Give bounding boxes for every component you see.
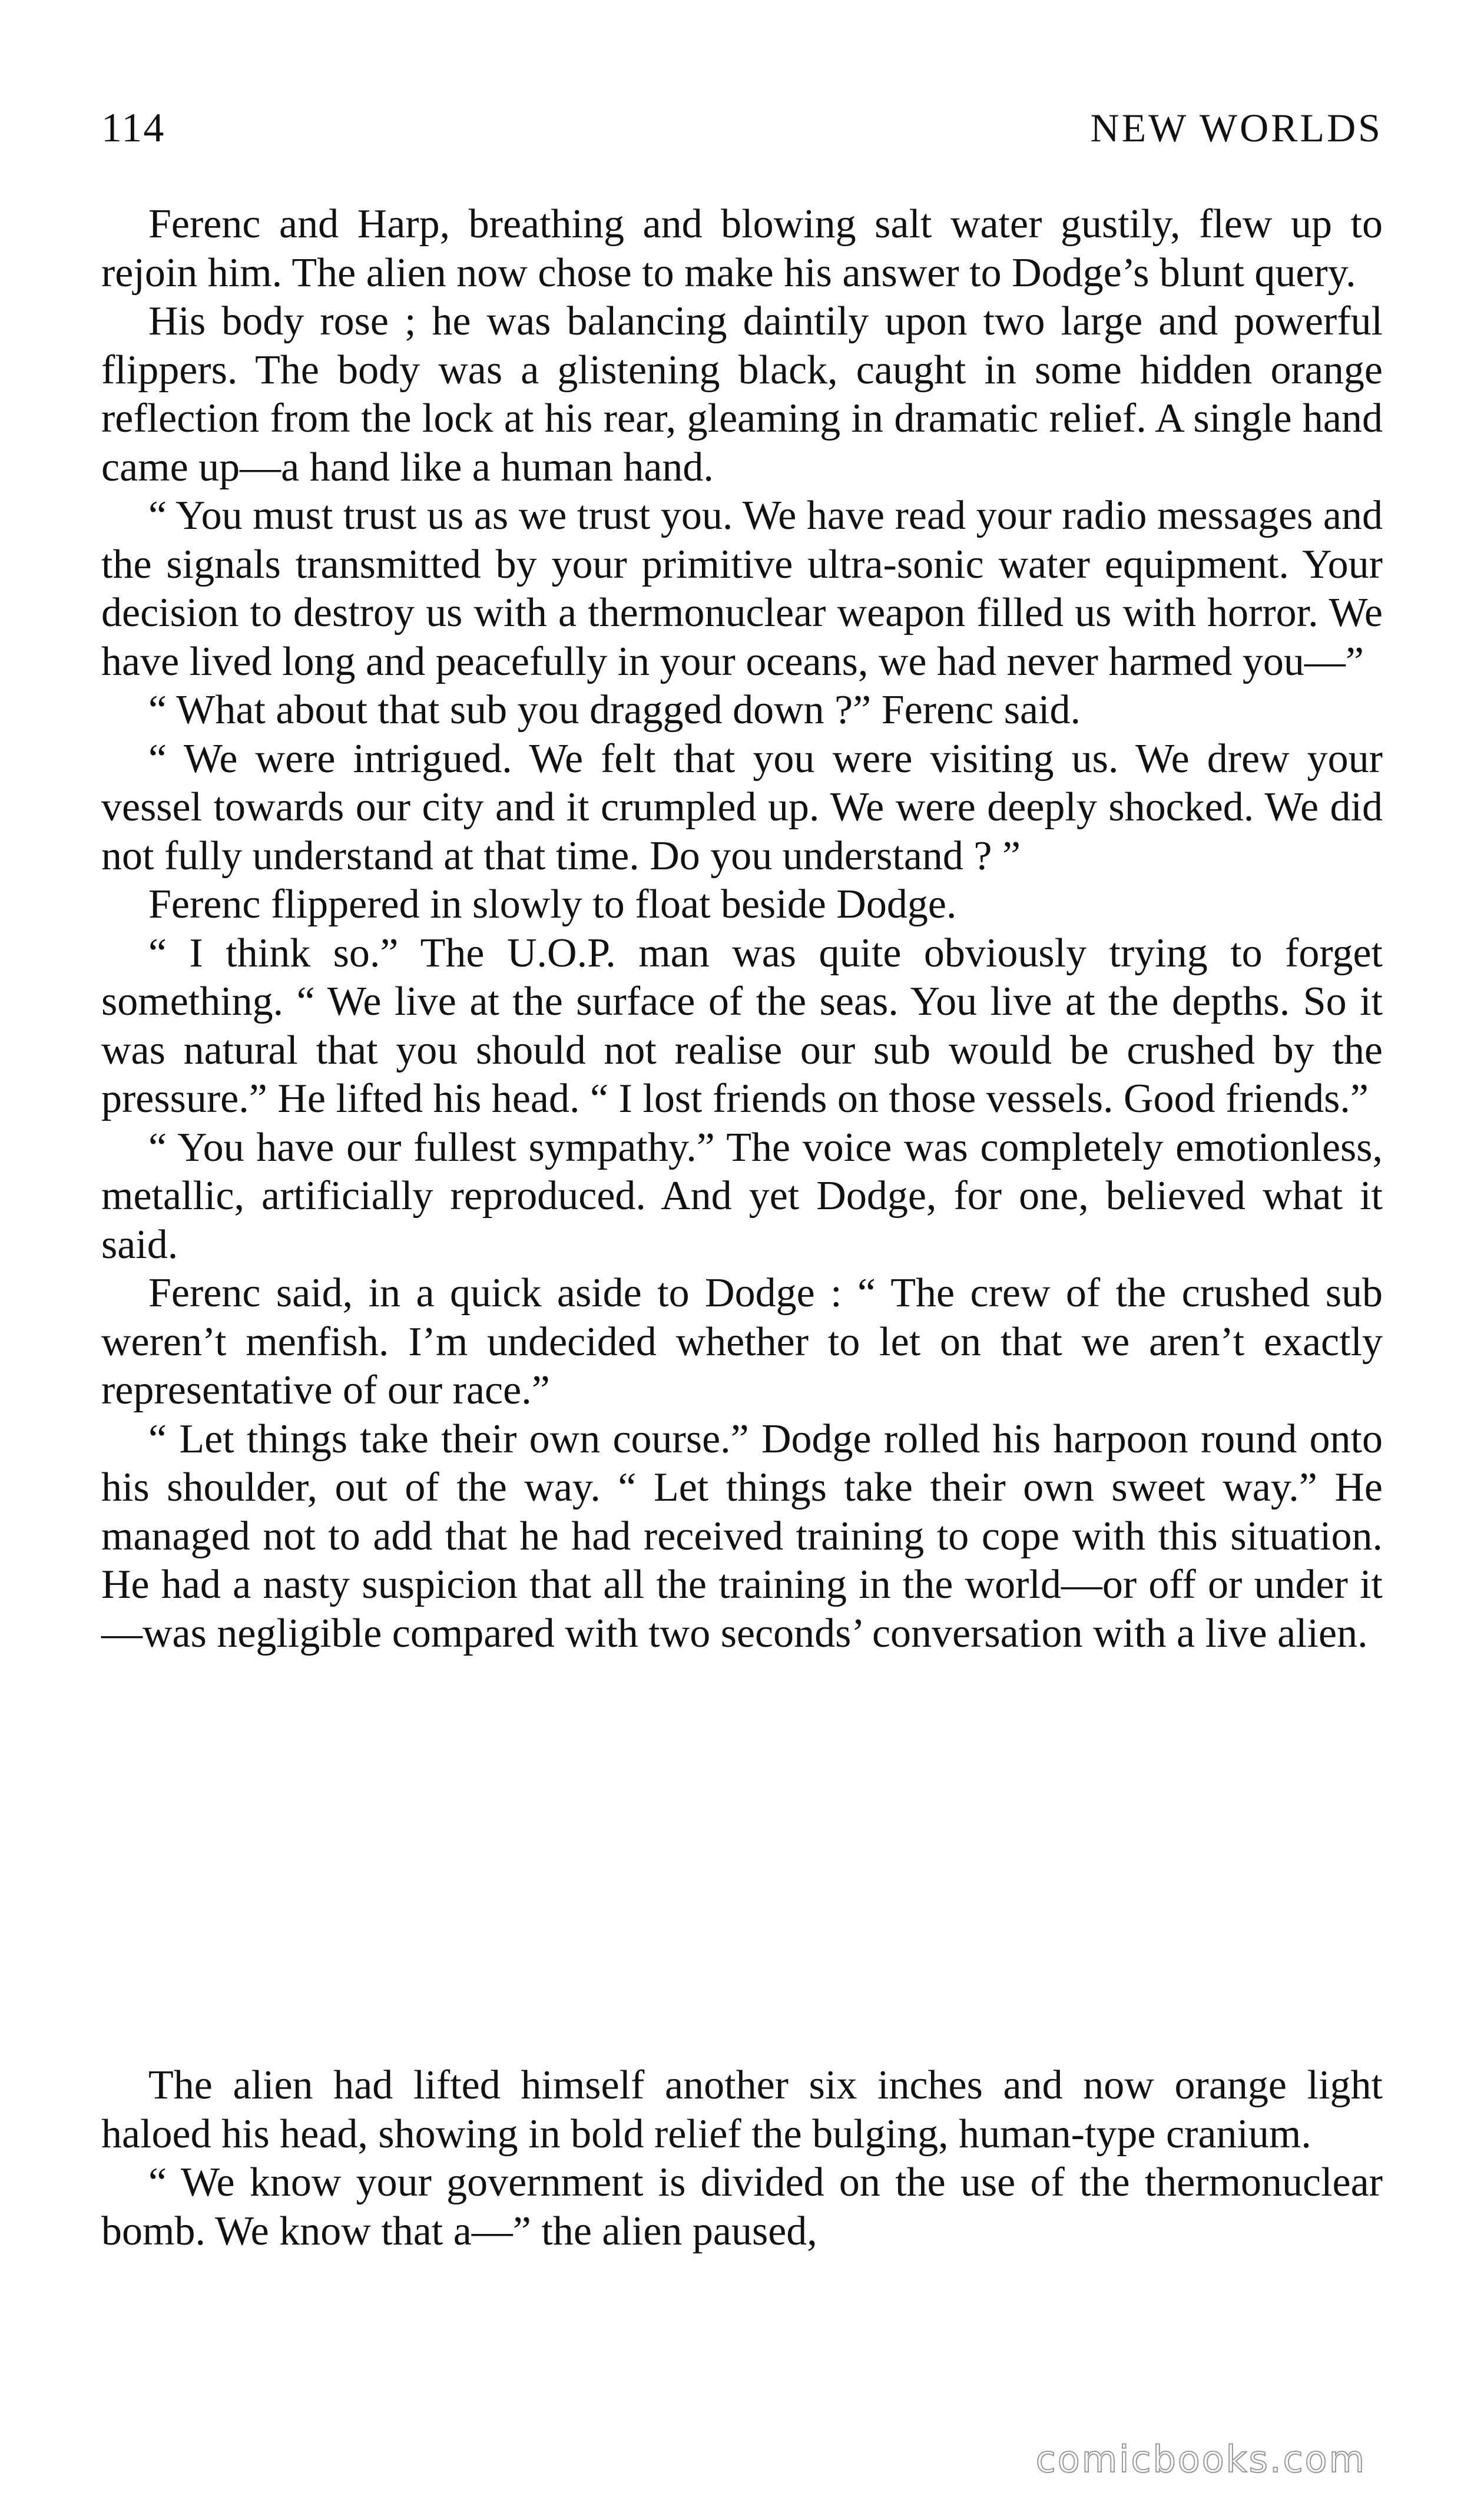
running-title: NEW WORLDS: [1090, 105, 1383, 150]
text-section-1: [101, 200, 1383, 1658]
paragraph: Ferenc flippered in slowly to float beside Dodge.: [148, 882, 957, 927]
paragraph: “ You have our fullest sympathy.” The voice was completely emotionless, metallic, artificially reproduced. And yet Dodge, for one, believed what it said.: [101, 1124, 1383, 1267]
paragraph: “ What about that sub you dragged down ?” Ferenc said.: [148, 687, 1081, 733]
watermark: comicbooks.com: [1035, 2438, 1366, 2481]
paragraph: “ Let things take their own course.” Dodge rolled his harpoon round onto his shoulder, out of the way. “ Let things take their own sweet way.” He managed not to add that he had received training to cope with this situation. He had a nasty suspicion that all the training in the world—or off or under it—was negligible compared with two seconds’ conversation with a live alien.: [101, 1416, 1383, 1656]
paragraph: “ You must trust us as we trust you. We have read your radio messages and the signals transmitted by your primitive ultra-sonic water equipment. Your decision to destroy us with a thermonuclear weapon filled us with horror. We have lived long and peacefully in your oceans, we had never harmed you—”: [101, 493, 1383, 684]
paragraph: Ferenc and Harp, breathing and blowing salt water gustily, flew up to rejoin him. The alien now chose to make his answer to Dodge’s blunt query.: [101, 201, 1383, 296]
paragraph: Ferenc said, in a quick aside to Dodge : “ The crew of the crushed sub weren’t menfish. I’m undecided whether to let on that we aren’t exactly representative of our race.”: [101, 1270, 1383, 1413]
text-section-2: [101, 2061, 1383, 2256]
paragraph: His body rose ; he was balancing daintily upon two large and powerful flippers. The body was a glistening black, caught in some hidden orange reflection from the lock at his rear, gleaming in dramatic relief. A single hand came up—a hand like a human hand.: [101, 299, 1383, 490]
paragraph: The alien had lifted himself another six inches and now orange light haloed his head, showing in bold relief the bulging, human-type cranium.: [101, 2063, 1383, 2157]
running-head: [101, 105, 1383, 158]
paragraph: “ We know your government is divided on the use of the thermonuclear bomb. We know that a—” the alien paused,: [101, 2160, 1383, 2254]
paragraph: “ I think so.” The U.O.P. man was quite obviously trying to forget something. “ We live at the surface of the seas. You live at the depths. So it was natural that you should not realise our sub would be crushed by the pressure.” He lifted his head. “ I lost friends on those vessels. Good friends.”: [101, 930, 1383, 1121]
paragraph: “ We were intrigued. We felt that you were visiting us. We drew your vessel towards our city and it crumpled up. We were deeply shocked. We did not fully understand at that time. Do you understand ? ”: [101, 736, 1383, 879]
page-number: 114: [101, 105, 165, 151]
